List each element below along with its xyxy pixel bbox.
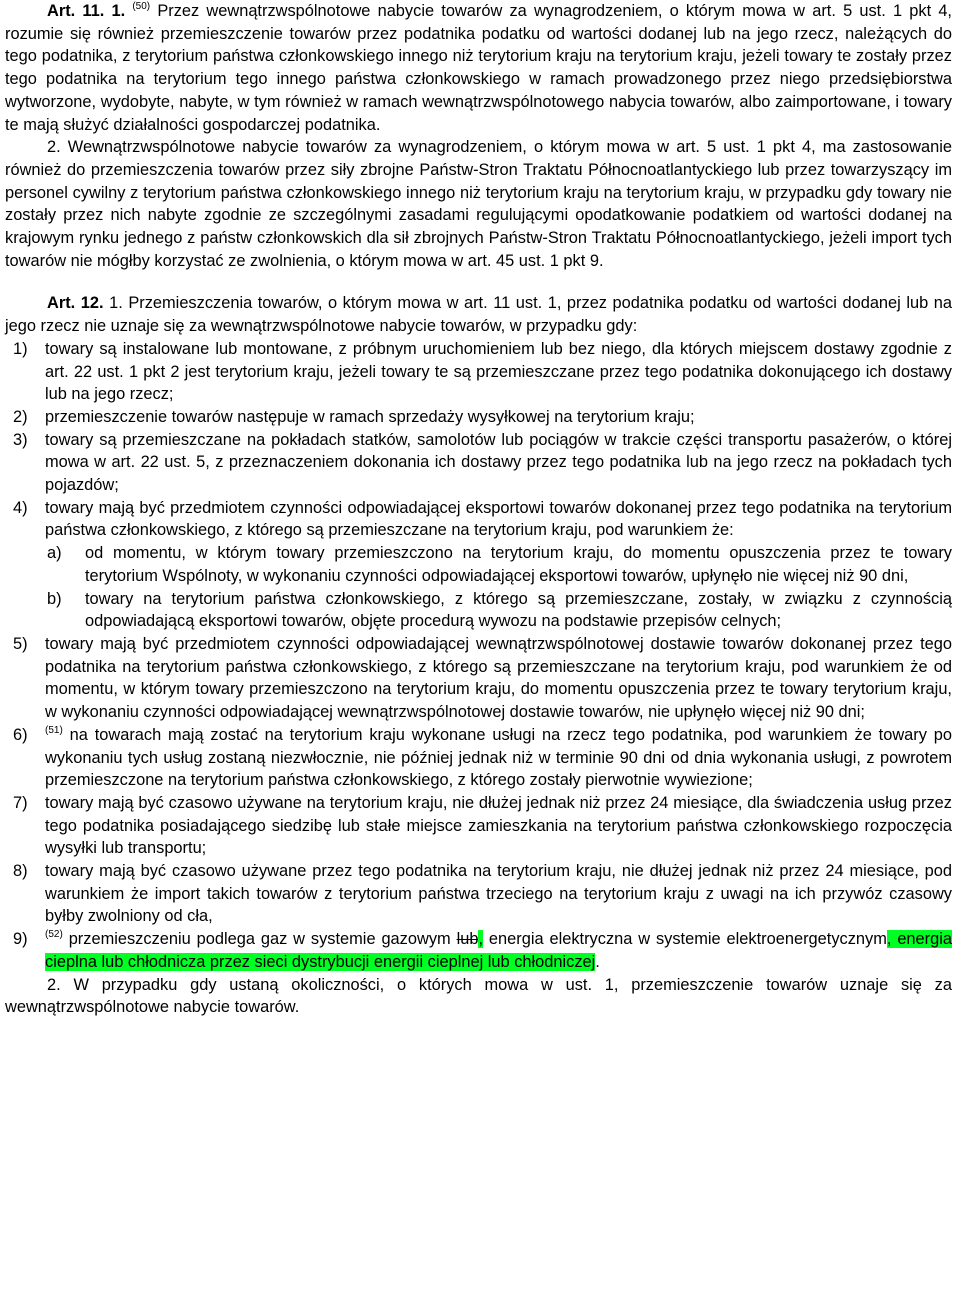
art12-intro [5, 292, 952, 337]
item-text: przemieszczenie towarów następuje w ramach sprzedaży wysyłkowej na terytorium kraju; [45, 407, 695, 426]
list-item-3 [5, 429, 952, 497]
art12-intro-text: 1. Przemieszczenia towarów, o którym mowa w art. 11 ust. 1, przez podatnika podatku od wartości dodanej lub na jego rzecz nie uznaje się za wewnątrzwspólnotowe nabycie towarów, w przypadku gdy: [5, 294, 952, 336]
list-item-5 [5, 633, 952, 724]
art12-item-list [5, 338, 952, 974]
spacer [5, 272, 952, 292]
sub-item-text: od momentu, w którym towary przemieszczono na terytorium kraju, do momentu opuszczenia przez te towary terytorium Wspólnoty, w wykonaniu czynności odpowiadającej eksportowi towarów, upłynęło nie więcej niż 90 dni, [85, 544, 952, 585]
list-item-4 [5, 497, 952, 633]
item-text: towary mają być przedmiotem czynności odpowiadającej wewnątrzwspólnotowej dostawie towarów dokonanej przez tego podatnika na terytorium państwa członkowskiego, z którego są przemieszczane na terytorium kraju, pod warunkiem że od momentu, w którym towary przemieszczono na terytorium kraju, do momentu opuszczenia przez te towary terytorium kraju, w wykonaniu czynności odpowiadającej wewnątrzwspólnotowej dostawie towarów, nie upłynęło więcej niż 90 dni; [45, 634, 952, 722]
art11-paragraph-1 [5, 0, 952, 136]
highlighted-text: , [478, 930, 484, 949]
list-item-9 [5, 928, 952, 973]
item-end: . [595, 952, 600, 971]
art12-paragraph-2: 2. W przypadku gdy ustaną okoliczności, o których mowa w ust. 1, przemieszczenie towarów uznaje się za wewnątrzwspólnotowe nabycie towarów. [5, 975, 952, 1017]
footnote-50: (50) [132, 1, 151, 12]
list-item-1 [5, 338, 952, 406]
list-item-2 [5, 406, 952, 429]
item-number: 3) [13, 430, 28, 449]
item-number: 6) [13, 725, 28, 744]
highlighted-text: , energia cieplna lub chłodnicza przez sieci dystrybucji energii cieplnej lub chłodniczej [45, 930, 952, 971]
list-item-7 [5, 792, 952, 860]
list-item-6 [5, 724, 952, 792]
item-number: 8) [13, 862, 28, 881]
sub-item-text: towary na terytorium państwa członkowskiego, z którego są przemieszczane, zostały, w związku z czynnością odpowiadającą eksportowi towarów, objęte procedurą wywozu na podstawie przepisów celnych; [85, 589, 952, 631]
art11-text: Przez wewnątrzwspólnotowe nabycie towarów za wynagrodzeniem, o którym mowa w art. 5 ust. 1 pkt 4, rozumie się również przemieszczenie towarów przez podatnika podatku od wartości dodanej lub na jego rzecz, należących do tego podatnika, z terytorium państwa członkowskiego innego niż terytorium kraju na terytorium kraju, jeżeli towary te zostały przez tego podatnika na terytorium tego innego państwa członkowskiego w ramach prowadzonego przez niego przedsiębiorstwa wytworzone, wydobyte, nabyte, w tym również w ramach wewnątrzwspólnotowego nabycia towarów, albo zaimportowane, i towary te mają służyć działalności gospodarczej podatnika. [5, 2, 952, 134]
list-item-8 [5, 860, 952, 928]
item-number: 2) [13, 407, 28, 426]
item-text: towary mają być czasowo używane przez tego podatnika na terytorium kraju, nie dłużej jednak niż przez 24 miesiące, pod warunkiem że import takich towarów z terytorium państwa trzeciego na terytorium kraju z uwagi na ich przywóz czasowy byłby zwolniony od cła, [45, 862, 952, 926]
item-number: 4) [13, 498, 28, 517]
item-text: towary są instalowane lub montowane, z próbnym uruchomieniem lub bez niego, dla których miejscem dostawy zgodnie z art. 22 ust. 1 pkt 2 jest terytorium kraju, jeżeli towary te są przemieszczane przez tego podatnika dokonującego ich dostawy lub na jego rzecz; [45, 339, 952, 404]
item-number: 7) [13, 793, 28, 812]
art11-heading: Art. 11. 1. [47, 2, 126, 20]
item-number: 9) [13, 930, 28, 949]
item-text: towary są przemieszczane na pokładach statków, samolotów lub pociągów w trakcie części transportu pasażerów, o której mowa w art. 22 ust. 5, z przeznaczeniem dokonania ich dostawy przez tego podatnika lub na jego rzecz na pokładach tych pojazdów; [45, 430, 952, 495]
sub-item-a [47, 542, 952, 587]
item-text: przemieszczeniu podlega gaz w systemie gazowym [68, 930, 451, 949]
sub-item-b [47, 588, 952, 633]
item-text: towary mają być przedmiotem czynności odpowiadającej eksportowi towarów dokonanej przez tego podatnika na terytorium państwa członkowskiego, z którego są przemieszczane na terytorium kraju, pod warunkiem że: [45, 498, 952, 540]
sub-item-letter: b) [47, 589, 62, 608]
footnote-52: (52) [45, 929, 63, 941]
struck-text: lub [456, 930, 479, 949]
sub-item-letter: a) [47, 544, 62, 563]
item-text: energia elektryczna w systemie elektroenergetycznym [488, 930, 887, 949]
item-text: towary mają być czasowo używane na terytorium kraju, nie dłużej jednak niż przez 24 miesiące, dla świadczenia usług przez tego podatnika posiadającego siedzibę lub stałe miejsce zamieszkania na terytorium państwa członkowskiego rozpoczęcia wysyłki lub transportu; [45, 793, 952, 858]
footnote-51: (51) [45, 724, 63, 736]
item-number: 5) [13, 634, 28, 653]
item-text: na towarach mają zostać na terytorium kraju wykonane usługi na rzecz tego podatnika, pod warunkiem że towary po wykonaniu tych usług zostaną niezwłocznie, nie później jednak niż w terminie 90 dni od dnia wykonania usługi, z powrotem przemieszczone na terytorium państwa członkowskiego, z którego zostały pierwotnie wywiezione; [45, 725, 952, 790]
art11-paragraph-2: 2. Wewnątrzwspólnotowe nabycie towarów za wynagrodzeniem, o którym mowa w art. 5 ust. 1 pkt 4, ma zastosowanie również do przemieszczenia towarów przez siły zbrojne Państw-Stron Traktatu Północnoatlantyckiego lub przez towarzyszący im personel cywilny z terytorium państwa członkowskiego innego niż terytorium kraju na terytorium kraju, w przypadku gdy towary nie zostały przez nich nabyte zgodnie ze szczególnymi zasadami regulującymi opodatkowanie podatkiem od wartości dodanej na krajowym rynku jednego z państw członkowskich dla sił zbrojnych Państw-Stron Traktatu Północnoatlantyckiego, jeżeli import tych towarów nie mógłby korzystać ze zwolnienia, o którym mowa w art. 45 ust. 1 pkt 9. [5, 138, 952, 270]
item-number: 1) [13, 339, 28, 358]
art12-heading: Art. 12. [47, 294, 104, 313]
